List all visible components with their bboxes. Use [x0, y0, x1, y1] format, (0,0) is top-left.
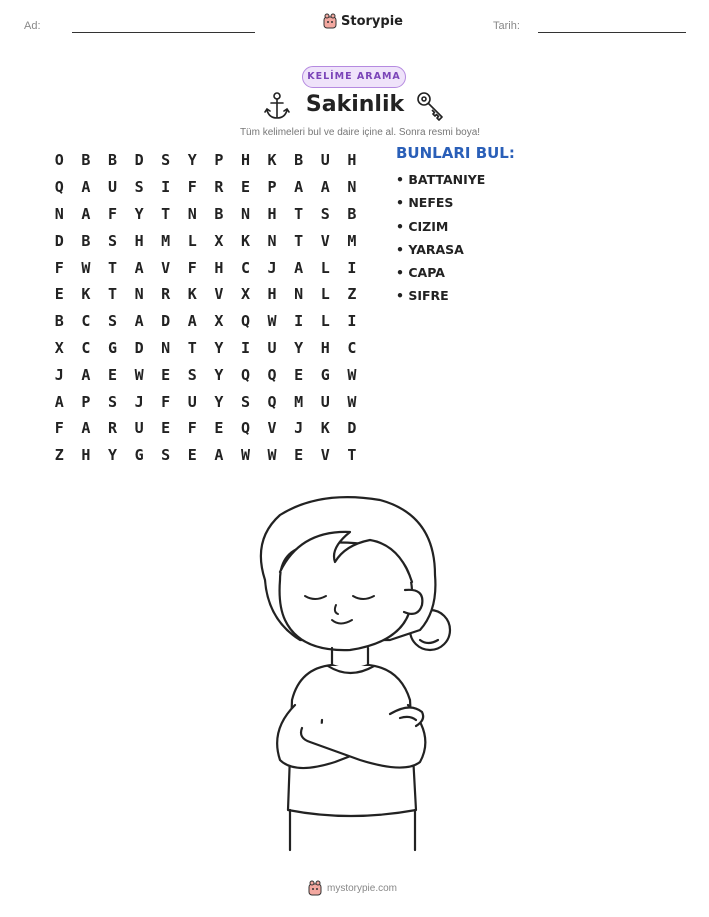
grid-letter[interactable]: T: [294, 204, 304, 223]
grid-letter[interactable]: W: [134, 365, 144, 384]
word-bank-item: • SIFRE: [396, 288, 449, 304]
page-title: Sakinlik: [305, 92, 405, 117]
grid-letter[interactable]: Y: [294, 338, 304, 357]
grid-letter[interactable]: G: [134, 446, 144, 465]
grid-letter[interactable]: N: [187, 204, 197, 223]
grid-letter[interactable]: P: [214, 151, 224, 170]
word-bank-item: • BATTANIYE: [396, 172, 486, 187]
grid-row: [46, 442, 365, 469]
word-bank-item: • YARASA: [396, 241, 464, 257]
grid-letter[interactable]: V: [320, 446, 330, 465]
grid-letter[interactable]: A: [134, 312, 144, 331]
grid-letter[interactable]: G: [320, 365, 330, 384]
grid-letter[interactable]: D: [54, 231, 64, 250]
grid-letter[interactable]: V: [267, 419, 277, 438]
name-label: Ad:: [24, 20, 41, 32]
grid-letter[interactable]: H: [347, 151, 357, 170]
grid-letter[interactable]: Z: [347, 285, 357, 304]
grid-letter[interactable]: F: [187, 178, 197, 197]
grid-letter[interactable]: U: [187, 392, 197, 411]
grid-letter[interactable]: V: [161, 258, 171, 277]
grid-letter[interactable]: S: [187, 365, 197, 384]
grid-letter[interactable]: B: [347, 204, 357, 223]
grid-letter[interactable]: S: [320, 204, 330, 223]
grid-row: [46, 415, 365, 442]
grid-letter[interactable]: Q: [240, 312, 250, 331]
grid-letter[interactable]: W: [267, 312, 277, 331]
grid-letter[interactable]: M: [347, 231, 357, 250]
grid-letter[interactable]: A: [134, 258, 144, 277]
grid-letter[interactable]: B: [81, 151, 91, 170]
grid-letter[interactable]: L: [187, 231, 197, 250]
grid-letter[interactable]: E: [187, 446, 197, 465]
grid-letter[interactable]: A: [81, 178, 91, 197]
grid-letter[interactable]: V: [320, 231, 330, 250]
grid-letter[interactable]: X: [240, 285, 250, 304]
grid-letter[interactable]: U: [134, 419, 144, 438]
grid-letter[interactable]: A: [81, 419, 91, 438]
grid-letter[interactable]: Y: [107, 446, 117, 465]
grid-letter[interactable]: N: [347, 178, 357, 197]
grid-letter[interactable]: E: [294, 446, 304, 465]
grid-letter[interactable]: Y: [214, 338, 224, 357]
grid-letter[interactable]: F: [187, 258, 197, 277]
grid-letter[interactable]: I: [347, 258, 357, 277]
grid-letter[interactable]: H: [320, 338, 330, 357]
grid-letter[interactable]: S: [161, 446, 171, 465]
grid-letter[interactable]: M: [161, 231, 171, 250]
key-icon: [416, 91, 446, 121]
grid-letter[interactable]: Y: [214, 392, 224, 411]
grid-letter[interactable]: N: [240, 204, 250, 223]
grid-letter[interactable]: O: [54, 151, 64, 170]
grid-letter[interactable]: J: [134, 392, 144, 411]
grid-letter[interactable]: C: [81, 312, 91, 331]
grid-letter[interactable]: B: [54, 312, 64, 331]
brand: [323, 13, 403, 29]
grid-letter[interactable]: B: [81, 231, 91, 250]
grid-letter[interactable]: S: [240, 392, 250, 411]
grid-letter[interactable]: Q: [267, 392, 277, 411]
grid-letter[interactable]: E: [294, 365, 304, 384]
girl-illustration: [240, 490, 460, 855]
grid-letter[interactable]: J: [294, 419, 304, 438]
grid-letter[interactable]: I: [240, 338, 250, 357]
grid-letter[interactable]: C: [240, 258, 250, 277]
grid-letter[interactable]: H: [267, 285, 277, 304]
grid-letter[interactable]: U: [267, 338, 277, 357]
grid-letter[interactable]: H: [134, 231, 144, 250]
grid-letter[interactable]: H: [214, 258, 224, 277]
instructions: Tüm kelimeleri bul ve daire içine al. Sonra resmi boya!: [239, 127, 481, 138]
footer: [308, 880, 397, 896]
grid-letter[interactable]: I: [161, 178, 171, 197]
grid-letter[interactable]: T: [107, 285, 117, 304]
grid-letter[interactable]: W: [267, 446, 277, 465]
grid-letter[interactable]: E: [54, 285, 64, 304]
grid-row: [46, 281, 365, 308]
grid-letter[interactable]: N: [294, 285, 304, 304]
grid-letter[interactable]: K: [267, 151, 277, 170]
grid-letter[interactable]: W: [347, 365, 357, 384]
grid-letter[interactable]: X: [54, 338, 64, 357]
grid-letter[interactable]: Q: [267, 365, 277, 384]
grid-letter[interactable]: L: [320, 285, 330, 304]
grid-letter[interactable]: E: [161, 419, 171, 438]
grid-letter[interactable]: A: [54, 392, 64, 411]
grid-row: [46, 388, 365, 415]
word-bank-list: [396, 172, 485, 312]
grid-letter[interactable]: Y: [134, 204, 144, 223]
storypie-logo-icon: [323, 13, 337, 29]
grid-letter[interactable]: U: [320, 392, 330, 411]
grid-letter[interactable]: T: [294, 231, 304, 250]
grid-letter[interactable]: F: [187, 419, 197, 438]
grid-letter[interactable]: S: [107, 231, 117, 250]
grid-letter[interactable]: T: [347, 446, 357, 465]
grid-letter[interactable]: F: [161, 392, 171, 411]
grid-letter[interactable]: F: [54, 258, 64, 277]
grid-letter[interactable]: T: [161, 204, 171, 223]
grid-letter[interactable]: C: [81, 338, 91, 357]
grid-row: [46, 254, 365, 281]
grid-row: [46, 227, 365, 254]
grid-letter[interactable]: B: [107, 151, 117, 170]
grid-letter[interactable]: T: [107, 258, 117, 277]
grid-letter[interactable]: W: [240, 446, 250, 465]
grid-letter[interactable]: A: [294, 258, 304, 277]
grid-letter[interactable]: S: [107, 392, 117, 411]
grid-letter[interactable]: A: [294, 178, 304, 197]
grid-letter[interactable]: K: [187, 285, 197, 304]
grid-letter[interactable]: A: [81, 365, 91, 384]
date-label: Tarih:: [493, 20, 520, 32]
grid-letter[interactable]: N: [54, 204, 64, 223]
grid-letter[interactable]: I: [347, 312, 357, 331]
grid-letter[interactable]: E: [161, 365, 171, 384]
grid-letter[interactable]: X: [214, 312, 224, 331]
grid-letter[interactable]: D: [134, 151, 144, 170]
grid-letter[interactable]: Q: [240, 365, 250, 384]
grid-letter[interactable]: P: [81, 392, 91, 411]
storypie-footer-logo-icon: [308, 880, 322, 896]
grid-letter[interactable]: H: [81, 446, 91, 465]
grid-letter[interactable]: Q: [240, 419, 250, 438]
grid-letter[interactable]: W: [81, 258, 91, 277]
grid-letter[interactable]: P: [267, 178, 277, 197]
grid-letter[interactable]: F: [54, 419, 64, 438]
grid-letter[interactable]: D: [347, 419, 357, 438]
grid-letter[interactable]: Q: [54, 178, 64, 197]
grid-letter[interactable]: S: [134, 178, 144, 197]
grid-letter[interactable]: N: [134, 285, 144, 304]
grid-letter[interactable]: Y: [187, 151, 197, 170]
grid-letter[interactable]: N: [161, 338, 171, 357]
grid-letter[interactable]: Z: [54, 446, 64, 465]
grid-letter[interactable]: B: [294, 151, 304, 170]
grid-letter[interactable]: R: [161, 285, 171, 304]
grid-letter[interactable]: U: [320, 151, 330, 170]
word-search-badge: KELİME ARAMA: [302, 66, 406, 88]
grid-letter[interactable]: F: [107, 204, 117, 223]
grid-letter[interactable]: K: [240, 231, 250, 250]
grid-letter[interactable]: T: [187, 338, 197, 357]
grid-letter[interactable]: A: [320, 178, 330, 197]
grid-letter[interactable]: N: [267, 231, 277, 250]
grid-letter[interactable]: A: [187, 312, 197, 331]
grid-letter[interactable]: U: [107, 178, 117, 197]
grid-letter[interactable]: W: [347, 392, 357, 411]
anchor-icon: [264, 91, 290, 121]
grid-letter[interactable]: Y: [214, 365, 224, 384]
grid-letter[interactable]: D: [134, 338, 144, 357]
grid-letter[interactable]: M: [294, 392, 304, 411]
grid-letter[interactable]: J: [267, 258, 277, 277]
word-bank-title: BUNLARI BUL:: [396, 144, 515, 162]
grid-letter[interactable]: B: [214, 204, 224, 223]
word-bank-item: • NEFES: [396, 195, 454, 211]
grid-letter[interactable]: S: [161, 151, 171, 170]
date-line: [538, 32, 686, 33]
grid-letter[interactable]: H: [267, 204, 277, 223]
grid-letter[interactable]: R: [214, 178, 224, 197]
grid-letter[interactable]: E: [214, 419, 224, 438]
grid-letter[interactable]: A: [214, 446, 224, 465]
grid-letter[interactable]: I: [294, 312, 304, 331]
grid-letter[interactable]: S: [107, 312, 117, 331]
footer-url: mystorypie.com: [327, 882, 398, 894]
grid-letter[interactable]: V: [214, 285, 224, 304]
grid-letter[interactable]: L: [320, 258, 330, 277]
grid-letter[interactable]: K: [320, 419, 330, 438]
grid-letter[interactable]: C: [347, 338, 357, 357]
grid-row: [46, 335, 365, 362]
grid-letter[interactable]: E: [107, 365, 117, 384]
word-bank-item: • CIZIM: [396, 218, 449, 234]
grid-letter[interactable]: X: [214, 231, 224, 250]
grid-letter[interactable]: J: [54, 365, 64, 384]
grid-row: [46, 361, 365, 388]
grid-letter[interactable]: L: [320, 312, 330, 331]
grid-letter[interactable]: D: [161, 312, 171, 331]
grid-row: [46, 147, 365, 174]
letter-grid: [46, 147, 365, 469]
word-bank-item: • CAPA: [396, 265, 445, 281]
grid-letter[interactable]: G: [107, 338, 117, 357]
grid-letter[interactable]: H: [240, 151, 250, 170]
grid-row: [46, 174, 365, 201]
grid-letter[interactable]: E: [240, 178, 250, 197]
name-line: [72, 32, 255, 33]
grid-letter[interactable]: R: [107, 419, 117, 438]
grid-letter[interactable]: K: [81, 285, 91, 304]
grid-row: [46, 308, 365, 335]
brand-name: Storypie: [341, 13, 403, 29]
grid-letter[interactable]: A: [81, 204, 91, 223]
grid-row: [46, 201, 365, 228]
